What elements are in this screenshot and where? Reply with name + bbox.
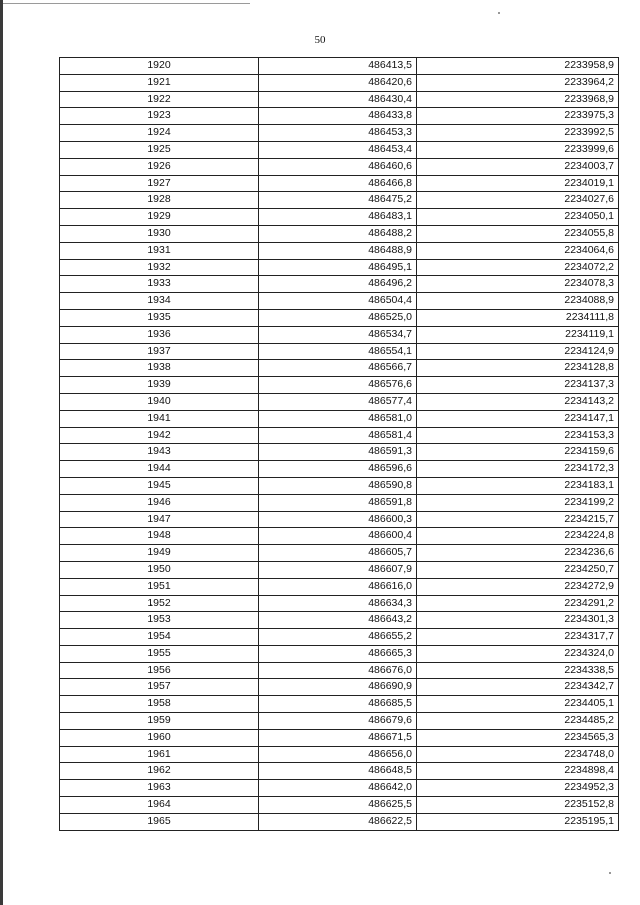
scan-artifact-edge <box>0 0 3 905</box>
y-coordinate-cell: 2234064,6 <box>417 242 619 259</box>
coordinates-table <box>59 57 619 831</box>
y-coordinate-cell: 2234324,0 <box>417 645 619 662</box>
x-coordinate-cell: 486460,6 <box>259 158 417 175</box>
y-coordinate-cell: 2234301,3 <box>417 612 619 629</box>
coordinates-table-body <box>60 58 619 831</box>
y-coordinate-cell: 2234128,8 <box>417 360 619 377</box>
point-number-cell: 1960 <box>60 729 259 746</box>
y-coordinate-cell: 2234952,3 <box>417 780 619 797</box>
point-number-cell: 1937 <box>60 343 259 360</box>
y-coordinate-cell: 2234072,2 <box>417 259 619 276</box>
table-row <box>60 309 619 326</box>
point-number-cell: 1962 <box>60 763 259 780</box>
x-coordinate-cell: 486656,0 <box>259 746 417 763</box>
x-coordinate-cell: 486433,8 <box>259 108 417 125</box>
x-coordinate-cell: 486685,5 <box>259 696 417 713</box>
table-row <box>60 276 619 293</box>
y-coordinate-cell: 2234172,3 <box>417 461 619 478</box>
table-row <box>60 763 619 780</box>
y-coordinate-cell: 2234338,5 <box>417 662 619 679</box>
y-coordinate-cell: 2234143,2 <box>417 393 619 410</box>
point-number-cell: 1933 <box>60 276 259 293</box>
point-number-cell: 1949 <box>60 545 259 562</box>
x-coordinate-cell: 486495,1 <box>259 259 417 276</box>
x-coordinate-cell: 486488,2 <box>259 225 417 242</box>
y-coordinate-cell: 2234019,1 <box>417 175 619 192</box>
table-row <box>60 461 619 478</box>
x-coordinate-cell: 486576,6 <box>259 377 417 394</box>
table-row <box>60 612 619 629</box>
table-row <box>60 125 619 142</box>
x-coordinate-cell: 486591,8 <box>259 494 417 511</box>
y-coordinate-cell: 2234183,1 <box>417 477 619 494</box>
table-row <box>60 813 619 830</box>
point-number-cell: 1935 <box>60 309 259 326</box>
table-row <box>60 259 619 276</box>
point-number-cell: 1941 <box>60 410 259 427</box>
point-number-cell: 1925 <box>60 141 259 158</box>
table-row <box>60 662 619 679</box>
table-row <box>60 225 619 242</box>
x-coordinate-cell: 486676,0 <box>259 662 417 679</box>
x-coordinate-cell: 486430,4 <box>259 91 417 108</box>
table-row <box>60 713 619 730</box>
point-number-cell: 1963 <box>60 780 259 797</box>
point-number-cell: 1961 <box>60 746 259 763</box>
x-coordinate-cell: 486496,2 <box>259 276 417 293</box>
table-row <box>60 679 619 696</box>
x-coordinate-cell: 486504,4 <box>259 293 417 310</box>
point-number-cell: 1942 <box>60 427 259 444</box>
point-number-cell: 1939 <box>60 377 259 394</box>
y-coordinate-cell: 2234224,8 <box>417 528 619 545</box>
table-row <box>60 242 619 259</box>
scan-artifact-line <box>0 3 250 4</box>
point-number-cell: 1965 <box>60 813 259 830</box>
y-coordinate-cell: 2234317,7 <box>417 629 619 646</box>
table-row <box>60 58 619 75</box>
table-row <box>60 74 619 91</box>
table-row <box>60 578 619 595</box>
y-coordinate-cell: 2233992,5 <box>417 125 619 142</box>
table-row <box>60 477 619 494</box>
y-coordinate-cell: 2234565,3 <box>417 729 619 746</box>
table-row <box>60 629 619 646</box>
table-row <box>60 511 619 528</box>
y-coordinate-cell: 2234124,9 <box>417 343 619 360</box>
y-coordinate-cell: 2233999,6 <box>417 141 619 158</box>
table-row <box>60 108 619 125</box>
x-coordinate-cell: 486453,4 <box>259 141 417 158</box>
y-coordinate-cell: 2234199,2 <box>417 494 619 511</box>
table-row <box>60 192 619 209</box>
x-coordinate-cell: 486525,0 <box>259 309 417 326</box>
point-number-cell: 1936 <box>60 326 259 343</box>
y-coordinate-cell: 2234050,1 <box>417 209 619 226</box>
scan-speck <box>498 12 500 14</box>
x-coordinate-cell: 486679,6 <box>259 713 417 730</box>
y-coordinate-cell: 2234236,6 <box>417 545 619 562</box>
point-number-cell: 1920 <box>60 58 259 75</box>
x-coordinate-cell: 486605,7 <box>259 545 417 562</box>
x-coordinate-cell: 486420,6 <box>259 74 417 91</box>
point-number-cell: 1964 <box>60 797 259 814</box>
point-number-cell: 1958 <box>60 696 259 713</box>
point-number-cell: 1946 <box>60 494 259 511</box>
point-number-cell: 1948 <box>60 528 259 545</box>
table-row <box>60 293 619 310</box>
point-number-cell: 1932 <box>60 259 259 276</box>
table-row <box>60 377 619 394</box>
x-coordinate-cell: 486590,8 <box>259 477 417 494</box>
table-row <box>60 645 619 662</box>
y-coordinate-cell: 2235152,8 <box>417 797 619 814</box>
point-number-cell: 1952 <box>60 595 259 612</box>
point-number-cell: 1921 <box>60 74 259 91</box>
y-coordinate-cell: 2234291,2 <box>417 595 619 612</box>
table-row <box>60 360 619 377</box>
table-row <box>60 746 619 763</box>
x-coordinate-cell: 486671,5 <box>259 729 417 746</box>
x-coordinate-cell: 486600,3 <box>259 511 417 528</box>
x-coordinate-cell: 486581,4 <box>259 427 417 444</box>
point-number-cell: 1929 <box>60 209 259 226</box>
x-coordinate-cell: 486690,9 <box>259 679 417 696</box>
y-coordinate-cell: 2234272,9 <box>417 578 619 595</box>
x-coordinate-cell: 486616,0 <box>259 578 417 595</box>
point-number-cell: 1959 <box>60 713 259 730</box>
point-number-cell: 1938 <box>60 360 259 377</box>
x-coordinate-cell: 486488,9 <box>259 242 417 259</box>
x-coordinate-cell: 486554,1 <box>259 343 417 360</box>
x-coordinate-cell: 486634,3 <box>259 595 417 612</box>
x-coordinate-cell: 486413,5 <box>259 58 417 75</box>
y-coordinate-cell: 2234215,7 <box>417 511 619 528</box>
point-number-cell: 1950 <box>60 561 259 578</box>
x-coordinate-cell: 486607,9 <box>259 561 417 578</box>
y-coordinate-cell: 2234405,1 <box>417 696 619 713</box>
x-coordinate-cell: 486453,3 <box>259 125 417 142</box>
y-coordinate-cell: 2234748,0 <box>417 746 619 763</box>
x-coordinate-cell: 486483,1 <box>259 209 417 226</box>
y-coordinate-cell: 2234898,4 <box>417 763 619 780</box>
y-coordinate-cell: 2233975,3 <box>417 108 619 125</box>
point-number-cell: 1953 <box>60 612 259 629</box>
y-coordinate-cell: 2234342,7 <box>417 679 619 696</box>
x-coordinate-cell: 486600,4 <box>259 528 417 545</box>
point-number-cell: 1927 <box>60 175 259 192</box>
point-number-cell: 1943 <box>60 444 259 461</box>
x-coordinate-cell: 486643,2 <box>259 612 417 629</box>
y-coordinate-cell: 2234153,3 <box>417 427 619 444</box>
table-row <box>60 427 619 444</box>
y-coordinate-cell: 2234078,3 <box>417 276 619 293</box>
point-number-cell: 1931 <box>60 242 259 259</box>
y-coordinate-cell: 2234111,8 <box>417 309 619 326</box>
point-number-cell: 1945 <box>60 477 259 494</box>
point-number-cell: 1944 <box>60 461 259 478</box>
table-row <box>60 393 619 410</box>
point-number-cell: 1957 <box>60 679 259 696</box>
table-row <box>60 528 619 545</box>
point-number-cell: 1922 <box>60 91 259 108</box>
x-coordinate-cell: 486475,2 <box>259 192 417 209</box>
y-coordinate-cell: 2234137,3 <box>417 377 619 394</box>
y-coordinate-cell: 2233964,2 <box>417 74 619 91</box>
table-row <box>60 158 619 175</box>
table-row <box>60 729 619 746</box>
scan-speck <box>609 872 611 874</box>
table-row <box>60 410 619 427</box>
x-coordinate-cell: 486566,7 <box>259 360 417 377</box>
x-coordinate-cell: 486534,7 <box>259 326 417 343</box>
y-coordinate-cell: 2234119,1 <box>417 326 619 343</box>
y-coordinate-cell: 2234147,1 <box>417 410 619 427</box>
table-row <box>60 91 619 108</box>
table-row <box>60 175 619 192</box>
y-coordinate-cell: 2234159,6 <box>417 444 619 461</box>
point-number-cell: 1940 <box>60 393 259 410</box>
x-coordinate-cell: 486665,3 <box>259 645 417 662</box>
table-row <box>60 494 619 511</box>
table-row <box>60 561 619 578</box>
x-coordinate-cell: 486596,6 <box>259 461 417 478</box>
table-row <box>60 545 619 562</box>
table-row <box>60 797 619 814</box>
point-number-cell: 1928 <box>60 192 259 209</box>
table-row <box>60 209 619 226</box>
x-coordinate-cell: 486642,0 <box>259 780 417 797</box>
point-number-cell: 1924 <box>60 125 259 142</box>
page-number: 50 <box>314 34 326 46</box>
y-coordinate-cell: 2233958,9 <box>417 58 619 75</box>
x-coordinate-cell: 486625,5 <box>259 797 417 814</box>
y-coordinate-cell: 2234027,6 <box>417 192 619 209</box>
x-coordinate-cell: 486577,4 <box>259 393 417 410</box>
table-row <box>60 343 619 360</box>
table-row <box>60 595 619 612</box>
point-number-cell: 1934 <box>60 293 259 310</box>
x-coordinate-cell: 486581,0 <box>259 410 417 427</box>
x-coordinate-cell: 486648,5 <box>259 763 417 780</box>
y-coordinate-cell: 2234003,7 <box>417 158 619 175</box>
point-number-cell: 1954 <box>60 629 259 646</box>
y-coordinate-cell: 2234055,8 <box>417 225 619 242</box>
y-coordinate-cell: 2233968,9 <box>417 91 619 108</box>
table-row <box>60 444 619 461</box>
point-number-cell: 1951 <box>60 578 259 595</box>
table-row <box>60 780 619 797</box>
point-number-cell: 1930 <box>60 225 259 242</box>
x-coordinate-cell: 486655,2 <box>259 629 417 646</box>
x-coordinate-cell: 486591,3 <box>259 444 417 461</box>
point-number-cell: 1955 <box>60 645 259 662</box>
y-coordinate-cell: 2234250,7 <box>417 561 619 578</box>
table-row <box>60 696 619 713</box>
table-row <box>60 141 619 158</box>
x-coordinate-cell: 486622,5 <box>259 813 417 830</box>
point-number-cell: 1926 <box>60 158 259 175</box>
table-row <box>60 326 619 343</box>
y-coordinate-cell: 2234088,9 <box>417 293 619 310</box>
point-number-cell: 1923 <box>60 108 259 125</box>
y-coordinate-cell: 2234485,2 <box>417 713 619 730</box>
x-coordinate-cell: 486466,8 <box>259 175 417 192</box>
y-coordinate-cell: 2235195,1 <box>417 813 619 830</box>
point-number-cell: 1956 <box>60 662 259 679</box>
point-number-cell: 1947 <box>60 511 259 528</box>
